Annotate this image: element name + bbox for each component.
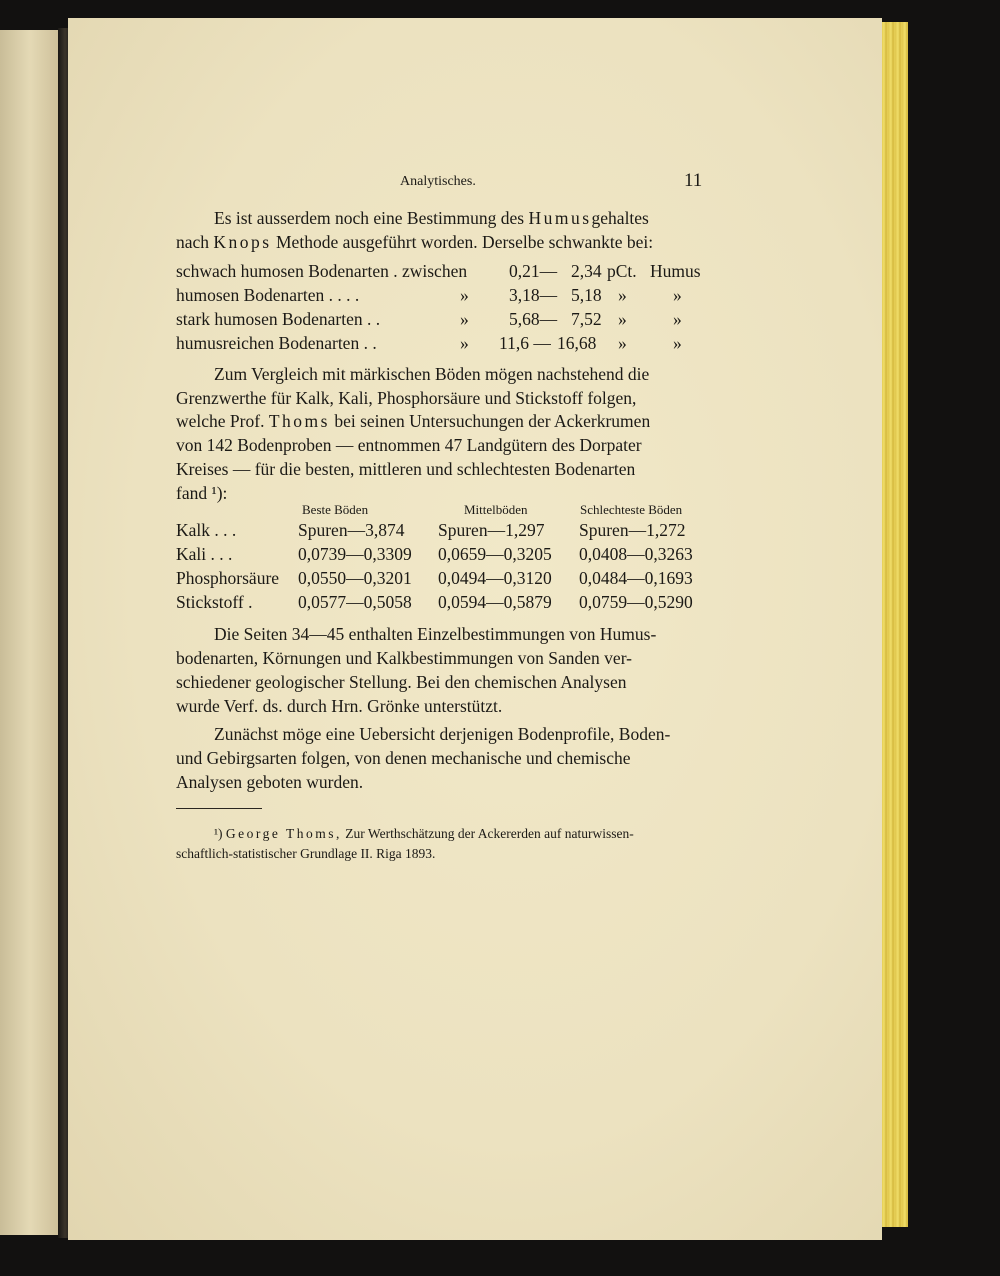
humus-row-from: 11,6 — xyxy=(499,333,551,353)
table-row-label: Kalk . . . xyxy=(176,520,237,540)
humus-row-from: 3,18— xyxy=(509,285,558,305)
humus-row-name: » xyxy=(673,309,682,329)
para2-line-2: bodenarten, Körnungen und Kalkbestimmungen von Sanden ver- xyxy=(176,648,632,668)
column-header: Mittelböden xyxy=(464,502,528,517)
intro-line-1: Es ist ausserdem noch eine Bestimmung des Humusgehaltes xyxy=(214,208,649,228)
humus-row-to: 16,68 xyxy=(557,333,597,353)
humus-row-to: 7,52 xyxy=(571,309,602,329)
humus-row-name: Humus xyxy=(650,261,701,281)
humus-row-ditto: » xyxy=(460,333,469,353)
para2-line-1: Die Seiten 34—45 enthalten Einzelbestimmungen von Humus- xyxy=(214,624,657,644)
intro-line-2: nach Knops Methode ausgeführt worden. Derselbe schwankte bei: xyxy=(176,232,654,252)
humus-row-label: stark humosen Bodenarten . . xyxy=(176,309,381,329)
table-cell: 0,0759—0,5290 xyxy=(579,592,693,612)
table-cell: 0,0408—0,3263 xyxy=(579,544,693,564)
humus-row-unit: » xyxy=(618,285,627,305)
para3-line-3: Analysen geboten wurden. xyxy=(176,772,364,792)
previous-page-edge xyxy=(0,30,60,1235)
table-cell: 0,0494—0,3120 xyxy=(438,568,552,588)
table-cell: 0,0550—0,3201 xyxy=(298,568,412,588)
table-cell: 0,0484—0,1693 xyxy=(579,568,693,588)
table-cell: Spuren—3,874 xyxy=(298,520,405,540)
humus-row-name: » xyxy=(673,285,682,305)
humus-row-unit: pCt. xyxy=(607,261,637,281)
footnote-line-2: schaftlich-statistischer Grundlage II. Riga 1893. xyxy=(176,846,436,861)
table-cell: 0,0594—0,5879 xyxy=(438,592,552,612)
column-header: Beste Böden xyxy=(302,502,369,517)
humus-row-unit: » xyxy=(618,333,627,353)
humus-row-unit: » xyxy=(618,309,627,329)
humus-row-from: 0,21— xyxy=(509,261,558,281)
para3-line-2: und Gebirgsarten folgen, von denen mechanische und chemische xyxy=(176,748,631,768)
table-cell: 0,0739—0,3309 xyxy=(298,544,412,564)
humus-row-label: humosen Bodenarten . . . . xyxy=(176,285,360,305)
humus-row-label: humusreichen Bodenarten . . xyxy=(176,333,377,353)
compare-line-5: Kreises — für die besten, mittleren und schlechtesten Bodenarten xyxy=(176,459,636,479)
table-cell: Spuren—1,297 xyxy=(438,520,545,540)
humus-row-label: schwach humosen Bodenarten . zwischen xyxy=(176,261,468,281)
para2-line-3: schiedener geologischer Stellung. Bei den chemischen Analysen xyxy=(176,672,627,692)
humus-row-name: » xyxy=(673,333,682,353)
para2-line-4: wurde Verf. ds. durch Hrn. Grönke unterstützt. xyxy=(176,696,503,716)
compare-line-4: von 142 Bodenproben — entnommen 47 Landgütern des Dorpater xyxy=(176,435,642,455)
humus-row-from: 5,68— xyxy=(509,309,558,329)
humus-row-ditto: » xyxy=(460,309,469,329)
para3-line-1: Zunächst möge eine Uebersicht derjenigen Bodenprofile, Boden- xyxy=(214,724,671,744)
compare-line-2: Grenzwerthe für Kalk, Kali, Phosphorsäure und Stickstoff folgen, xyxy=(176,388,637,408)
table-row-label: Phosphorsäure xyxy=(176,568,280,588)
footnote-line-1: ¹) George Thoms, Zur Werthschätzung der Ackererden auf naturwissen- xyxy=(214,826,634,841)
table-row-label: Kali . . . xyxy=(176,544,233,564)
table-cell: 0,0577—0,5058 xyxy=(298,592,412,612)
humus-row-to: 2,34 xyxy=(571,261,602,281)
footnote-rule xyxy=(176,808,262,809)
humus-row-to: 5,18 xyxy=(571,285,602,305)
running-title: Analytisches. xyxy=(400,174,476,189)
compare-line-6: fand ¹): xyxy=(176,483,228,503)
humus-row-ditto: » xyxy=(460,285,469,305)
compare-line-1: Zum Vergleich mit märkischen Böden mögen nachstehend die xyxy=(214,364,650,384)
column-header: Schlechteste Böden xyxy=(580,502,683,517)
table-cell: Spuren—1,272 xyxy=(579,520,686,540)
table-row-label: Stickstoff . xyxy=(176,592,253,612)
table-cell: 0,0659—0,3205 xyxy=(438,544,552,564)
page-number: 11 xyxy=(684,170,703,191)
compare-line-3: welche Prof. Thoms bei seinen Untersuchungen der Ackerkrumen xyxy=(176,411,651,431)
